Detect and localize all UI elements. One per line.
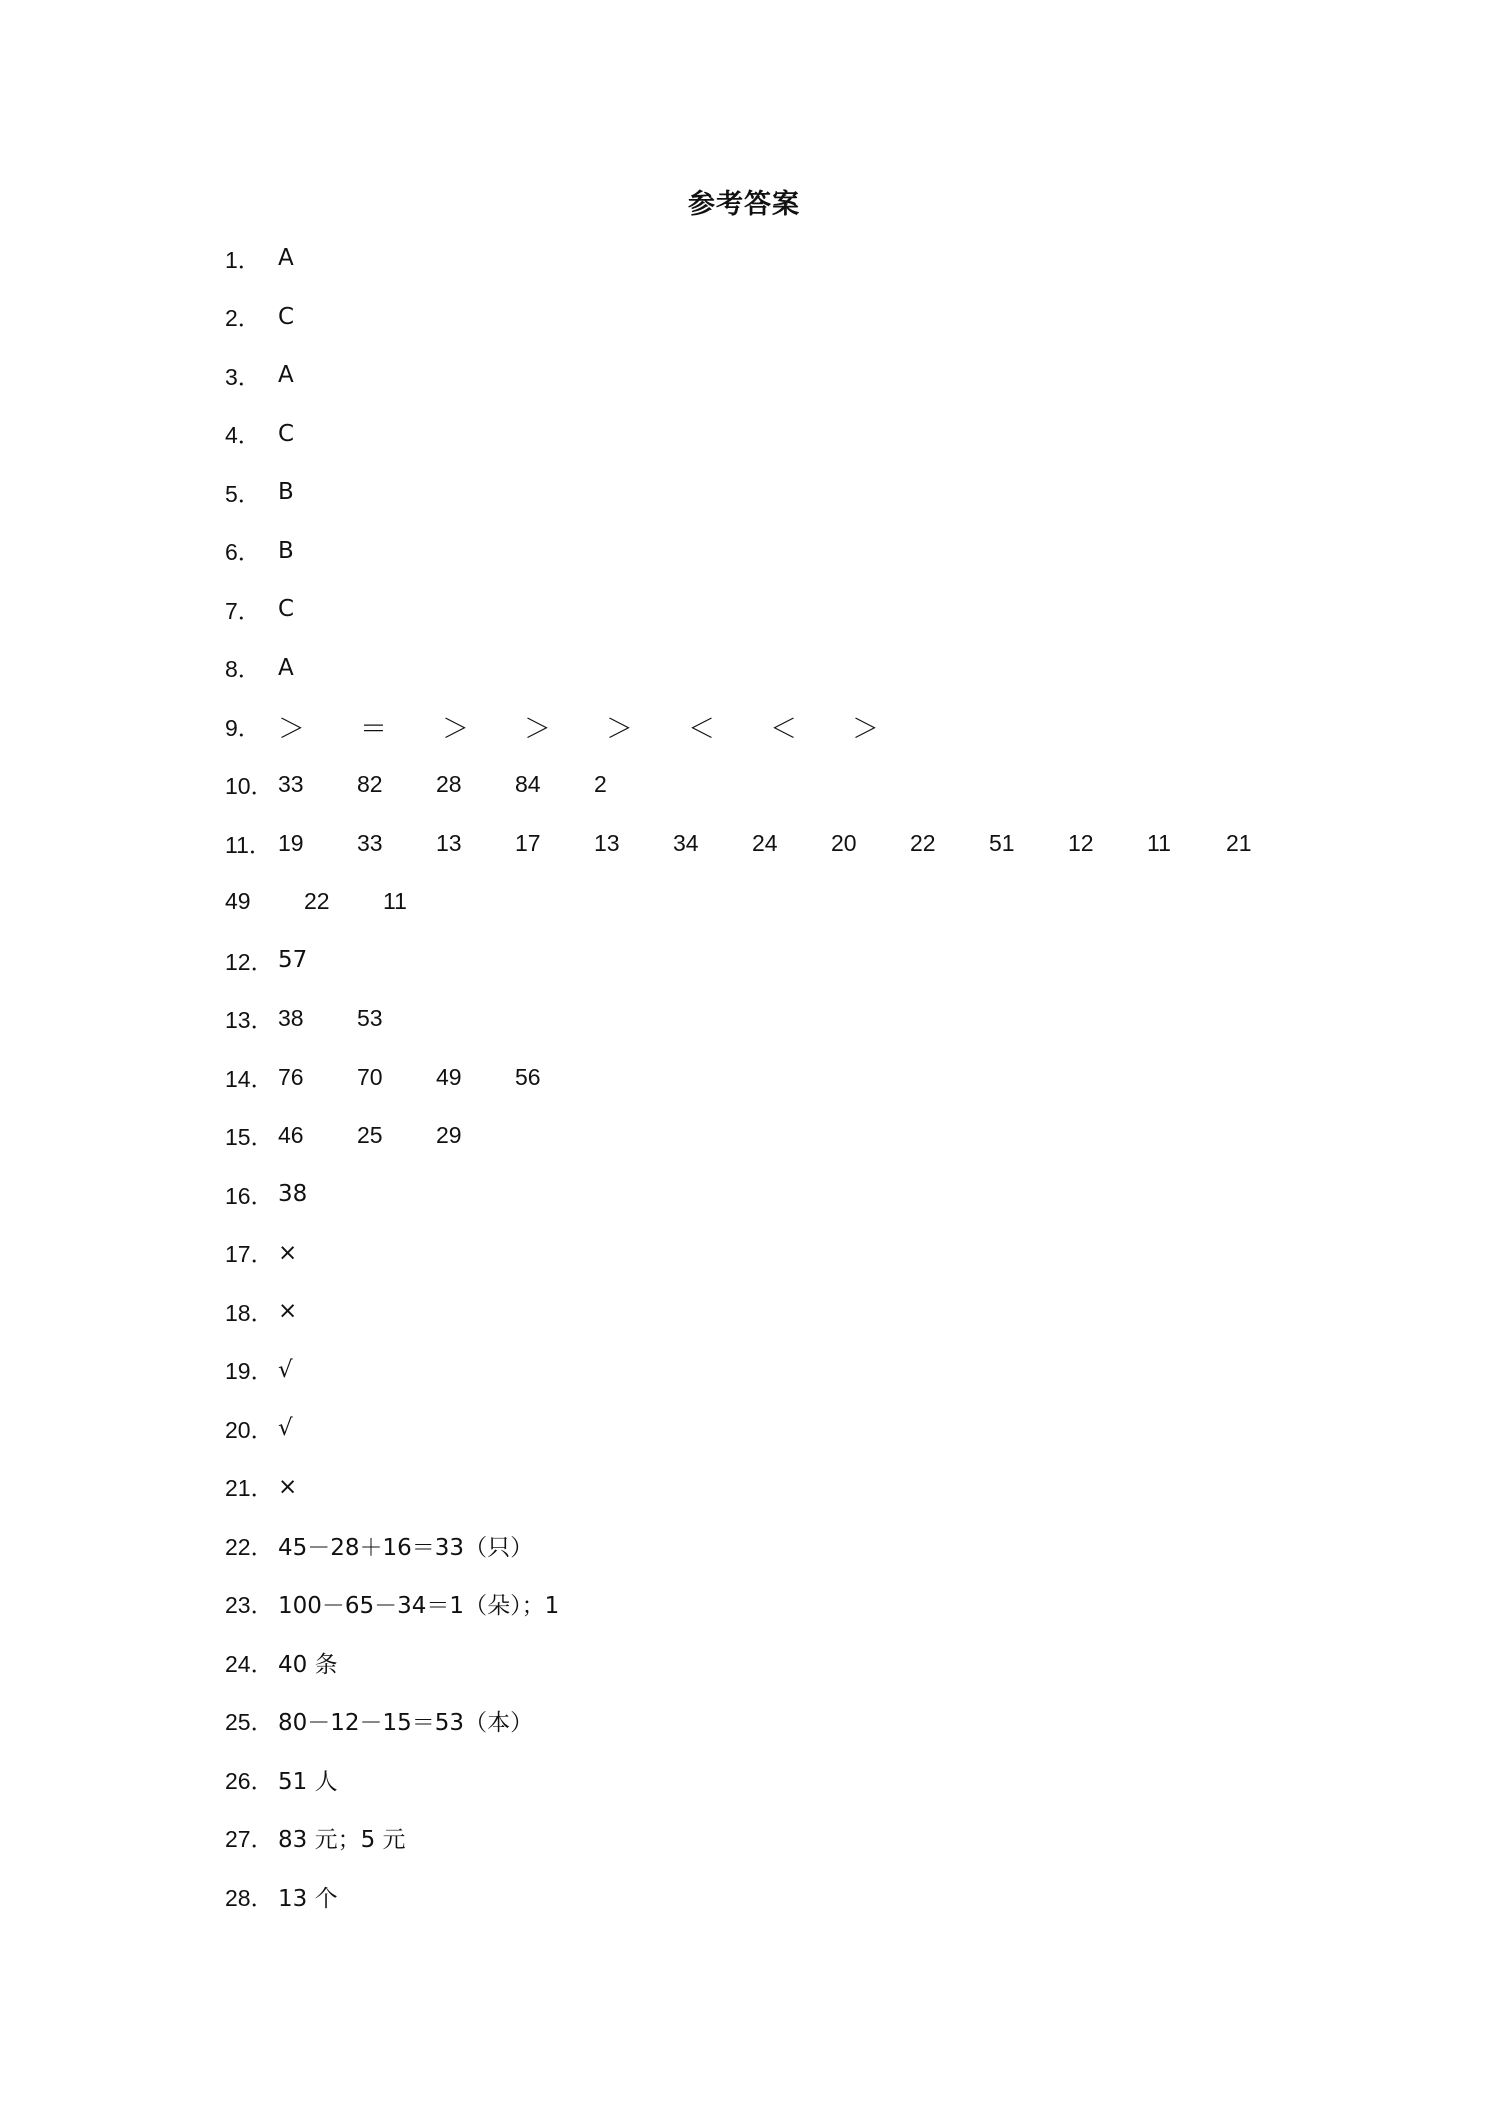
- answer-row: [225, 873, 1375, 932]
- answer-number: 4．: [225, 422, 261, 449]
- answer-number: 20．: [225, 1416, 274, 1443]
- answer-number: 18．: [225, 1299, 274, 1326]
- answer-value: B: [278, 537, 294, 564]
- answer-row: [225, 1458, 1375, 1517]
- answer-value: 19: [278, 829, 304, 856]
- answer-value: A: [278, 362, 294, 389]
- answer-value: 38: [278, 1005, 304, 1032]
- answer-row: [225, 1633, 1375, 1692]
- answer-values: [278, 771, 673, 798]
- answer-value: 34: [673, 829, 699, 856]
- answer-row: [225, 1107, 1375, 1166]
- answer-row: [225, 229, 1375, 288]
- answer-row: [225, 1399, 1375, 1458]
- answer-row: [225, 1575, 1375, 1634]
- answer-value: 57: [278, 947, 308, 974]
- answer-values: [278, 304, 294, 330]
- answer-row: [225, 1224, 1375, 1283]
- answer-value: 13: [436, 829, 462, 856]
- answer-value: A: [278, 654, 294, 681]
- answer-row: [225, 756, 1375, 815]
- answer-value: 49: [436, 1063, 462, 1090]
- answer-value: 21: [1226, 829, 1252, 856]
- answer-value: 82: [357, 771, 383, 798]
- answer-values: [278, 1821, 406, 1854]
- answer-values: [278, 655, 294, 681]
- answer-row: [225, 405, 1375, 464]
- answer-values: [278, 830, 1305, 857]
- answer-value: ＜: [688, 713, 715, 745]
- answer-values: [278, 1122, 515, 1149]
- answer-row: [225, 463, 1375, 522]
- answer-value: ×: [278, 1298, 298, 1325]
- answer-row: [225, 697, 1375, 756]
- answer-number: 27．: [225, 1826, 274, 1853]
- answer-row: [225, 522, 1375, 581]
- answer-value: ×: [278, 1239, 298, 1266]
- answer-number: 22．: [225, 1533, 274, 1560]
- answer-values: [278, 362, 294, 388]
- answer-number: 7．: [225, 597, 261, 624]
- answer-number: 28．: [225, 1884, 274, 1911]
- answer-number: 10．: [225, 773, 274, 800]
- answer-number: 23．: [225, 1592, 274, 1619]
- answer-value: 76: [278, 1063, 304, 1090]
- answer-value: 11: [1147, 829, 1171, 856]
- answer-value: 11: [383, 888, 407, 915]
- answer-number: 25．: [225, 1709, 274, 1736]
- answer-row: [225, 1750, 1375, 1809]
- answer-values: [278, 1763, 338, 1796]
- answer-number: 2．: [225, 305, 261, 332]
- answer-values: [278, 1587, 559, 1620]
- answer-row: [225, 346, 1375, 405]
- answer-number: 15．: [225, 1124, 274, 1151]
- answer-values: [278, 1880, 338, 1913]
- answer-value: 12: [1068, 829, 1094, 856]
- answer-value: ＞: [442, 713, 469, 745]
- answer-values: [278, 538, 294, 564]
- answer-row: [225, 1809, 1375, 1868]
- answer-values: [278, 1005, 436, 1032]
- answer-value: 53: [357, 1005, 383, 1032]
- answer-value: 2: [594, 771, 607, 798]
- answer-number: 13．: [225, 1007, 274, 1034]
- answer-value: 33: [278, 771, 304, 798]
- answer-value: 17: [515, 829, 541, 856]
- answer-number: 9．: [225, 714, 261, 741]
- answer-row: [225, 1165, 1375, 1224]
- answer-row: [225, 288, 1375, 347]
- answer-number: 24．: [225, 1650, 274, 1677]
- answer-value: 38: [278, 1181, 308, 1208]
- answer-values: [278, 1240, 297, 1266]
- answer-value: C: [278, 420, 295, 447]
- answer-value: 33: [357, 829, 383, 856]
- answer-number: 11．: [225, 831, 272, 858]
- answer-value: √: [278, 1415, 293, 1442]
- answer-value: 51: [989, 829, 1015, 856]
- answer-value: ＞: [606, 713, 633, 745]
- answer-values: [278, 479, 294, 505]
- answer-value: 84: [515, 771, 541, 798]
- answer-number: 14．: [225, 1065, 274, 1092]
- page-title: 参考答案: [688, 189, 800, 220]
- answer-value: 56: [515, 1063, 541, 1090]
- answer-value: 24: [752, 829, 778, 856]
- answer-value: 80－12－15＝53（本）: [278, 1710, 534, 1737]
- answer-values: [278, 1474, 297, 1500]
- answer-values: [278, 1415, 293, 1441]
- answer-row: [225, 639, 1375, 698]
- answer-number: 3．: [225, 363, 261, 390]
- answer-row: [225, 1282, 1375, 1341]
- answer-value: ＜: [770, 713, 797, 745]
- answer-row: [225, 1516, 1375, 1575]
- answer-row: [225, 1048, 1375, 1107]
- answer-value: ＞: [524, 713, 551, 745]
- answer-value: C: [278, 303, 295, 330]
- answer-value: 28: [436, 771, 462, 798]
- answer-value: 51 人: [278, 1768, 338, 1795]
- answer-row: [225, 814, 1375, 873]
- answer-value: B: [278, 479, 294, 506]
- answer-number: 19．: [225, 1358, 274, 1385]
- answer-values: [278, 1646, 338, 1679]
- answer-values: [278, 1298, 297, 1324]
- answer-value: A: [278, 245, 294, 272]
- answer-number: 12．: [225, 948, 274, 975]
- answer-value: 100－65－34＝1（朵）；1: [278, 1593, 560, 1620]
- answer-row: [225, 931, 1375, 990]
- answer-value: 22: [910, 829, 936, 856]
- answer-value: 40 条: [278, 1651, 338, 1678]
- answer-values: [225, 888, 462, 915]
- answer-row: [225, 1692, 1375, 1751]
- answer-value: 70: [357, 1063, 383, 1090]
- answer-row: [225, 1867, 1375, 1926]
- answer-value: 13: [594, 829, 620, 856]
- answer-number: 21．: [225, 1475, 274, 1502]
- answer-value: 20: [831, 829, 857, 856]
- answer-number: 6．: [225, 539, 261, 566]
- answer-value: 29: [436, 1122, 462, 1149]
- answer-values: [278, 947, 307, 973]
- answer-number: 1．: [225, 246, 261, 273]
- answer-value: ×: [278, 1473, 298, 1500]
- answer-value: 46: [278, 1122, 304, 1149]
- answer-values: [278, 1181, 307, 1207]
- answer-value: 49: [225, 888, 251, 915]
- answer-values: [278, 1529, 533, 1562]
- answer-row: [225, 1341, 1375, 1400]
- answer-number: 17．: [225, 1241, 274, 1268]
- answer-values: [278, 421, 294, 447]
- answer-number: 26．: [225, 1767, 274, 1794]
- answer-number: 5．: [225, 480, 261, 507]
- answer-row: [225, 580, 1375, 639]
- answer-values: [278, 1064, 594, 1091]
- answer-value: 83 元；5 元: [278, 1827, 406, 1854]
- answer-number: 16．: [225, 1182, 274, 1209]
- answer-number: 8．: [225, 656, 261, 683]
- answer-list: [225, 229, 1375, 1926]
- answer-value: 13 个: [278, 1885, 338, 1912]
- answer-value: ＞: [852, 713, 879, 745]
- answer-value: 25: [357, 1122, 383, 1149]
- answer-values: [278, 245, 294, 271]
- answer-value: C: [278, 596, 295, 623]
- answer-values: [278, 596, 294, 622]
- answer-value: ＝: [360, 713, 387, 745]
- answer-value: √: [278, 1356, 293, 1383]
- answer-value: 22: [304, 888, 330, 915]
- answer-values: [278, 1704, 533, 1737]
- answer-value: 45－28＋16＝33（只）: [278, 1534, 534, 1561]
- answer-row: [225, 990, 1375, 1049]
- answer-values: [278, 1357, 293, 1383]
- answer-value: ＞: [278, 713, 305, 745]
- answer-values: [278, 707, 934, 746]
